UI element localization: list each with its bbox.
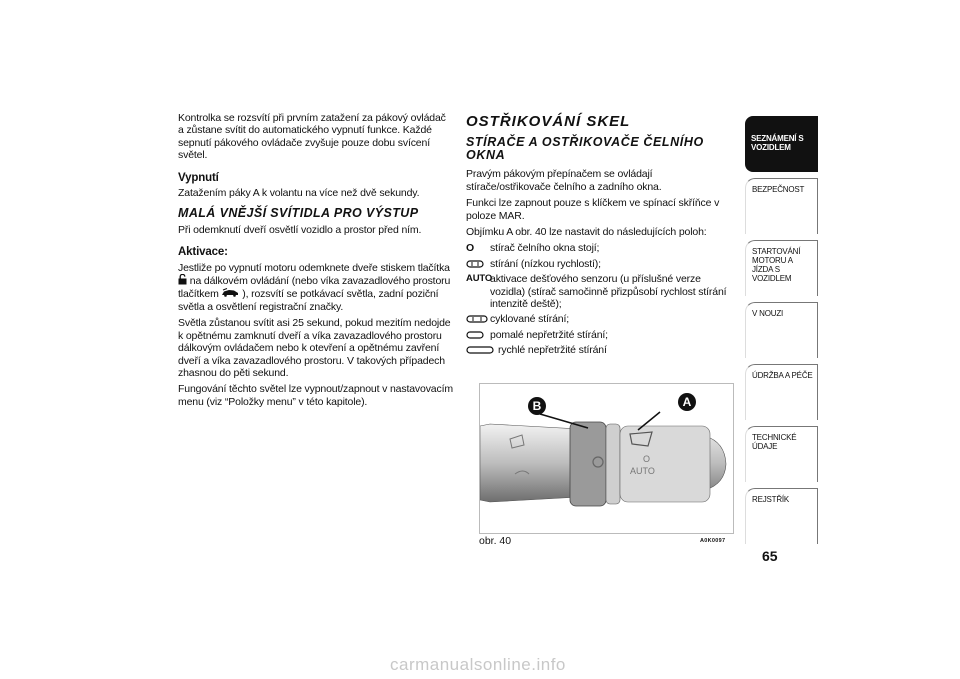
- activation-heading: Aktivace:: [178, 246, 228, 259]
- figure-caption: obr. 40: [479, 535, 512, 547]
- wiper-lever-figure: [479, 383, 734, 534]
- exterior-lights-heading: MALÁ VNĚJŠÍ SVÍTIDLA PRO VÝSTUP: [178, 206, 419, 221]
- tab-maintenance[interactable]: ÚDRŽBA A PÉČE: [745, 364, 818, 420]
- position-text: stírání (nízkou rychlostí);: [490, 257, 601, 270]
- car-trunk-icon: [221, 288, 239, 300]
- callout-b-label: B: [532, 399, 542, 413]
- wipers-subheading: STÍRAČE A OSTŘIKOVAČE ČELNÍHO OKNA: [466, 135, 704, 163]
- slow-wipe-icon: [466, 329, 490, 341]
- wipers-intro: Pravým pákovým přepínačem se ovládají stírače/ostřikovače čelního a zadního okna.: [466, 168, 662, 193]
- exterior-lights-paragraph: Při odemknutí dveří osvětlí vozidlo a prostor před ním.: [178, 223, 422, 236]
- position-item: [466, 344, 738, 356]
- position-text: rychlé nepřetržité stírání: [498, 344, 607, 357]
- tab-starting-driving[interactable]: STARTOVÁNÍ MOTORU A JÍZDA S VOZIDLEM: [745, 240, 818, 296]
- chapter-sidebar: [745, 116, 818, 550]
- lever-off-label: O: [643, 454, 651, 464]
- right-column: [466, 112, 738, 360]
- position-item: [466, 329, 738, 341]
- intro-paragraph: Kontrolka se rozsvítí při prvním zatažení za pákový ovládač a zůstane svítit do automatického vypnutí funkce. Každé sepnutí pákového ovládače zvyšuje pouze dobu svícení světel.: [178, 112, 446, 162]
- tab-technical-data[interactable]: TECHNICKÉ ÚDAJE: [745, 426, 818, 482]
- page-number: 65: [762, 548, 778, 564]
- off-heading: Vypnutí: [178, 171, 219, 184]
- position-item: [466, 273, 738, 310]
- activation-text-2: na dálkovém ovládání (nebo víka zavazadlového prostoru tlačítkem: [178, 275, 451, 301]
- position-item: [466, 242, 738, 254]
- wipers-positions-intro: Objímku A obr. 40 lze nastavit do následujících poloh:: [466, 226, 707, 239]
- interval-wipe-icon: [466, 313, 490, 325]
- activation-text-1: Jestliže po vypnutí motoru odemknete dveře stiskem tlačítka: [178, 261, 450, 274]
- tab-safety[interactable]: BEZPEČNOST: [745, 178, 818, 234]
- washers-heading: OSTŘIKOVÁNÍ SKEL: [466, 113, 631, 130]
- watermark: carmanualsonline.info: [390, 655, 566, 674]
- settings-paragraph: Fungování těchto světel lze vypnout/zapnout v nastavovacím menu (viz “Položky menu” v této kapitole).: [178, 383, 453, 408]
- fast-wipe-icon: [466, 344, 498, 356]
- tab-emergency[interactable]: V NOUZI: [745, 302, 818, 358]
- position-item: [466, 258, 738, 270]
- position-symbol: O: [466, 242, 475, 255]
- tab-getting-to-know[interactable]: SEZNÁMENÍ S VOZIDLEM: [745, 116, 818, 172]
- off-paragraph: Zatažením páky A k volantu na více než dvě sekundy.: [178, 187, 420, 200]
- left-column: [178, 112, 453, 412]
- callout-a-label: A: [682, 395, 692, 409]
- figure-code: A0K0097: [700, 538, 726, 544]
- activation-paragraph: [178, 262, 453, 314]
- position-text: stírač čelního okna stojí;: [490, 242, 600, 255]
- wiper-lever-illustration: [480, 384, 733, 533]
- tab-index[interactable]: REJSTŘÍK: [745, 488, 818, 544]
- activation-text-3: ), rozsvítí se potkávací světla, zadní poziční světla a osvětlení registrační značky.: [178, 288, 439, 313]
- position-text: pomalé nepřetržité stírání;: [490, 328, 608, 341]
- lever-auto-label: AUTO: [630, 466, 655, 476]
- position-text: aktivace dešťového senzoru (u příslušné verze vozidla) (stírač samočinně přizpůsobí rychlost stírání intenzitě deště);: [490, 273, 727, 311]
- position-item: [466, 313, 738, 325]
- single-wipe-icon: [466, 258, 490, 270]
- position-symbol: AUTO: [466, 273, 493, 285]
- wipers-key-note: Funkci lze zapnout pouze s klíčkem ve spínací skříňce v poloze MAR.: [466, 197, 720, 222]
- position-text: cyklované stírání;: [490, 313, 570, 326]
- unlock-icon: [178, 274, 187, 288]
- duration-paragraph: Světla zůstanou svítit asi 25 sekund, pokud mezitím nedojde k opětnému zamknutí dveří a víka zavazadlového prostoru dálkovým ovládačem nebo k otevření a opětnému zavření dveří a víka zavazadlového prostoru. V takových případech zhasnou do pěti sekund.: [178, 317, 451, 379]
